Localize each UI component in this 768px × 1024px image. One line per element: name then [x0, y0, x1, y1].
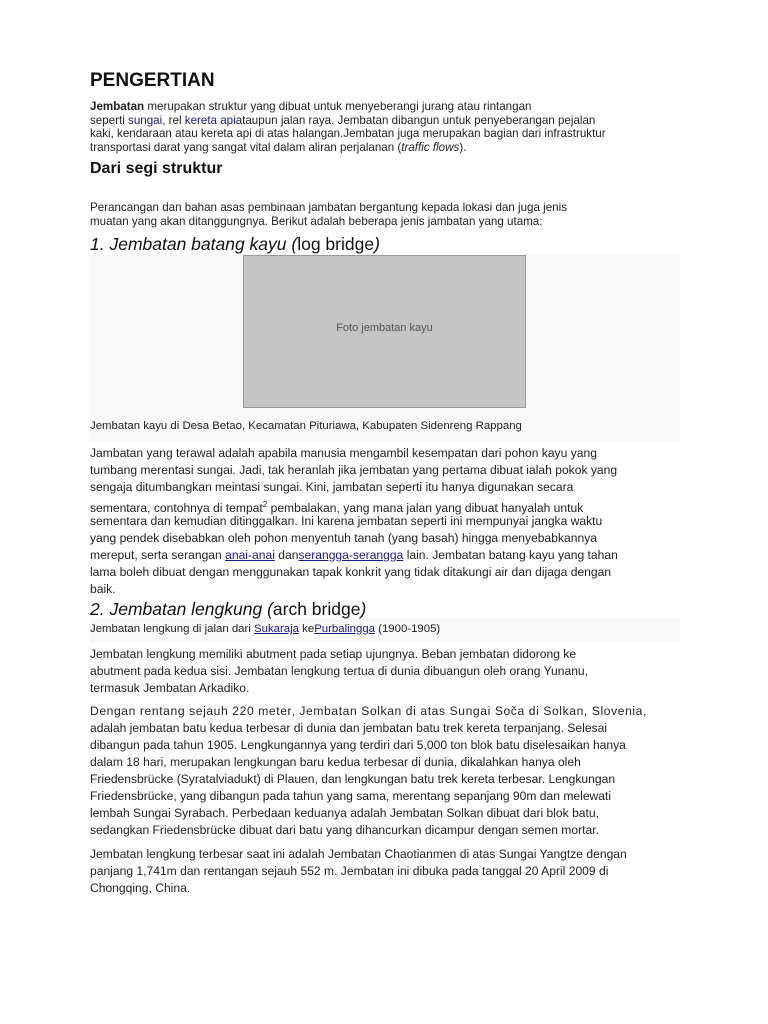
arch-para2-line-5: Friedensbrücke (Syratalviadukt) di Plauen, dan lengkungan batu trek kereta terbesar. Lengkungan: [90, 772, 616, 786]
link-kereta-api[interactable]: kereta api: [184, 113, 236, 127]
arch-para1-line-2: abutment pada kedua sisi. Jembatan lengkung tertua di dunia dibuangun oleh orang Yunanu,: [90, 664, 589, 678]
intro-line-2-text-b: , rel: [162, 113, 185, 127]
arch-para2-line-3: dibangun pada tahun 1905. Lengkungannya yang terdiri dari 5,000 ton blok batu diselesaikan hanya: [90, 738, 626, 752]
footnote-sup: 2: [262, 500, 268, 509]
log-bridge-line-7-a: mereput, serta serangan: [90, 548, 226, 562]
log-bridge-photo: [243, 255, 526, 408]
heading-log-bridge: [90, 234, 380, 255]
log-bridge-line-1: Jambatan yang terawal adalah apabila manusia mengambil kesempatan dari pohon kayu yang: [90, 446, 597, 460]
log-bridge-line-8: lama boleh dibuat dengan menggunakan tapak konkrit yang tidak ditakungi air dan dijaga dengan: [90, 565, 612, 579]
log-bridge-line-6: yang pendek disebabkan oleh pohon menyentuh tanah (yang basah) hingga menyebabkannya: [90, 531, 597, 545]
intro-traffic-flows: traffic flows: [401, 140, 460, 154]
arch-para2-line-1: Dengan rentang sejauh 220 meter, Jembatan Solkan di atas Sungai Soča di Solkan, Slovenia,: [90, 704, 647, 718]
log-bridge-line-7-c: lain. Jembatan batang kayu yang tahan: [403, 548, 618, 562]
link-serangga[interactable]: serangga-serangga: [298, 548, 404, 562]
link-purbalingga[interactable]: Purbalingga: [314, 623, 375, 635]
log-bridge-line-9: baik.: [90, 582, 116, 596]
arch-para3-line-3: Chongqing, China.: [90, 881, 191, 895]
log-bridge-line-3: sengaja ditumbangkan meintasi sungai. Kini, jambatan seperti itu hanya digunakan secara: [90, 480, 574, 494]
arch-para2-line-2: adalah jembatan batu kedua terbesar di dunia dan jembatan batu trek kereta terpanjang. Selesai: [90, 721, 608, 735]
figure-caption-log-bridge: Jembatan kayu di Desa Betao, Kecamatan Pituriawa, Kabupaten Sidenreng Rappang: [90, 420, 522, 432]
arch-caption-c: (1900-1905): [374, 623, 441, 635]
section-heading-struktur: Dari segi struktur: [90, 160, 223, 177]
log-bridge-line-4-b: pembalakan, yang mana jalan yang dibuat hanyalah untuk: [267, 501, 584, 516]
arch-para2-line-7: lembah Sungai Syrabach. Perbedaan keduanya adalah Jembatan Solkan dibuat dari blok batu,: [90, 806, 599, 820]
struktur-para-line-2: muatan yang akan ditanggungnya. Berikut adalah beberapa jenis jambatan yang utama:: [90, 214, 543, 228]
arch-para3-line-2: panjang 1,741m dan rentangan sejauh 552 m. Jembatan ini dibuka pada tanggal 20 April 2009 di: [90, 864, 609, 878]
arch-caption-b: ke: [298, 623, 315, 635]
intro-line-4-text-a: transportasi darat yang sangat vital dalam aliran perjalanan (: [90, 140, 402, 154]
intro-line-3: kaki, kendaraan atau kereta api di atas halangan.Jembatan juga merupakan bagian dari infrastruktur: [90, 127, 606, 140]
arch-para1-line-1: Jembatan lengkung memiliki abutment pada setiap ujungnya. Beban jembatan didorong ke: [90, 647, 577, 661]
heading-arch-bridge-plain: arch bridge: [272, 599, 361, 619]
heading-arch-bridge-close: ): [360, 599, 367, 619]
arch-para2-line-6: Friedensbrücke, yang dibangun pada tahun yang sama, merentang sepanjang 90m dan melewati: [90, 789, 612, 803]
log-bridge-line-4-a: sementara, contohnya di tempat: [90, 501, 263, 516]
arch-para1-line-3: termasuk Jembatan Arkadiko.: [90, 681, 250, 695]
heading-log-bridge-close: ): [374, 234, 380, 254]
heading-arch-bridge-italic: 2. Jembatan lengkung (: [90, 599, 273, 619]
intro-line-1-text: merupakan struktur yang dibuat untuk menyeberangi jurang atau rintangan: [144, 100, 532, 113]
intro-term: Jembatan: [90, 100, 145, 113]
arch-para2-line-4: dalam 18 hari, merupakan lengkungan baru kedua terbesar di dunia, dikalahkan hanya oleh: [90, 755, 581, 769]
heading-arch-bridge: [90, 599, 366, 620]
figure-caption-arch-bridge: [90, 623, 440, 635]
log-bridge-line-5: sementara dan kemudian ditinggalkan. Ini karena jembatan seperti ini mempunyai jangka waktu: [90, 514, 603, 528]
struktur-para-line-1: Perancangan dan bahan asas pembinaan jambatan bergantung kepada lokasi dan juga jenis: [90, 201, 567, 214]
link-sungai[interactable]: sungai: [128, 113, 163, 127]
link-sukaraja[interactable]: Sukaraja: [254, 623, 299, 635]
arch-para3-line-1: Jembatan lengkung terbesar saat ini adalah Jembatan Chaotianmen di atas Sungai Yangtze dengan: [90, 847, 627, 861]
intro-line-4-text-b: ).: [459, 140, 467, 154]
intro-line-2-text-a: seperti: [90, 113, 129, 127]
log-bridge-line-7-b: dan: [274, 548, 299, 562]
page-title: PENGERTIAN: [90, 70, 215, 91]
intro-line-2: [90, 114, 595, 128]
intro-line-2-text-c: ataupun jalan raya. Jembatan dibangun untuk penyeberangan pejalan: [235, 113, 596, 127]
intro-line-1: [90, 100, 531, 114]
arch-para2-line-8: sedangkan Friedensbrücke dibuat dari batu yang dihancurkan dicampur dengan semen mortar.: [90, 823, 599, 837]
heading-log-bridge-italic: 1. Jembatan batang kayu (: [90, 234, 298, 254]
log-bridge-photo-label: Foto jembatan kayu: [336, 322, 433, 334]
log-bridge-line-2: tumbang merentasi sungai. Jadi, tak heranlah jika jembatan yang pertama dibuat ialah pokok yang: [90, 463, 618, 477]
arch-caption-a: Jembatan lengkung di jalan dari: [90, 623, 255, 635]
link-anai-anai[interactable]: anai-anai: [225, 548, 275, 562]
heading-log-bridge-plain: log bridge: [297, 234, 375, 254]
log-bridge-line-7: [90, 547, 618, 564]
intro-line-4: [90, 141, 466, 155]
